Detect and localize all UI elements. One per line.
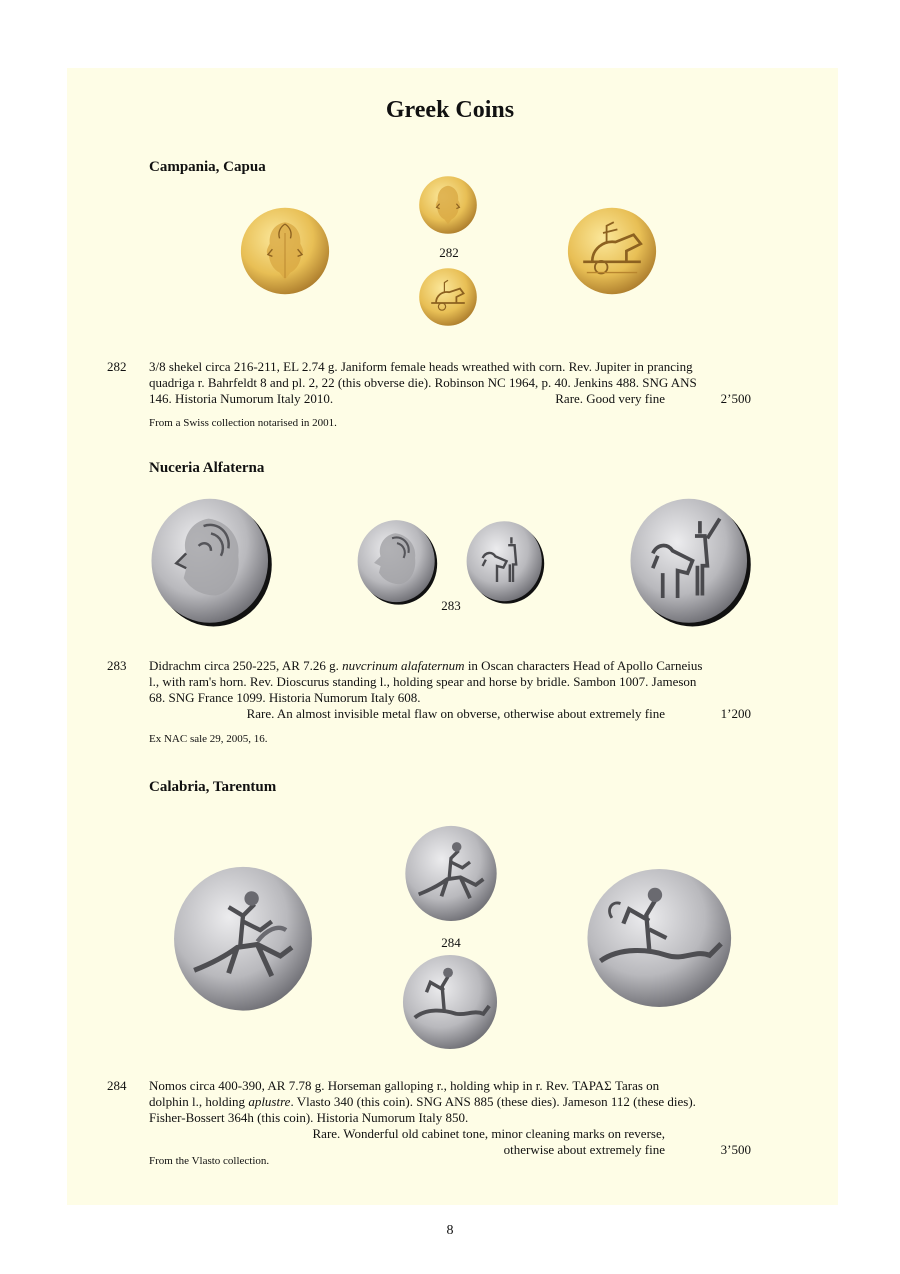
lot-number-284: 284 bbox=[107, 1078, 127, 1093]
grade-line-283 bbox=[149, 706, 751, 722]
description-text: . Vlasto 340 (this coin). SNG ANS 885 (these dies). Jameson 112 (these dies). bbox=[290, 1094, 696, 1109]
page-number: 8 bbox=[446, 1223, 454, 1238]
section-heading-nuceria: Nuceria Alfaterna bbox=[149, 460, 265, 476]
lot-description-282 bbox=[149, 359, 751, 407]
lot-description-283 bbox=[149, 658, 751, 722]
description-line: 68. SNG France 1099. Historia Numorum Italy 608. bbox=[149, 690, 421, 705]
provenance-284: From the Vlasto collection. bbox=[149, 1155, 270, 1167]
provenance-282: From a Swiss collection notarised in 2001. bbox=[149, 417, 337, 429]
coin-284-obverse-large-image bbox=[171, 864, 315, 1012]
price-282: 2’500 bbox=[720, 391, 751, 406]
description-line: l., with ram's horn. Rev. Dioscurus standing l., holding spear and horse by bridle. Sambon 1007. Jameson bbox=[149, 674, 697, 689]
coin-282-obverse-small-image bbox=[418, 175, 478, 235]
description-line: 146. Historia Numorum Italy 2010. bbox=[149, 391, 334, 406]
coin-283-reverse-large-image bbox=[628, 496, 752, 628]
lot-description-284 bbox=[149, 1078, 751, 1158]
price-283: 1’200 bbox=[720, 706, 751, 721]
lot-number-282: 282 bbox=[107, 359, 127, 374]
description-italic: nuvcrinum alafaternum bbox=[342, 658, 465, 673]
coin-282-reverse-large-image bbox=[566, 206, 658, 296]
coin-284-reverse-small-image bbox=[401, 953, 499, 1051]
description-line: Nomos circa 400-390, AR 7.78 g. Horseman galloping r., holding whip in r. Rev. ΤΑΡΑΣ Taras on bbox=[149, 1078, 660, 1093]
coin-284-obverse-small-image bbox=[403, 824, 499, 922]
coin-283-obverse-small-image bbox=[356, 518, 438, 606]
description-line: quadriga r. Bahrfeldt 8 and pl. 2, 22 (this obverse die). Robinson NC 1964, p. 40. Jenkins 488. SNG ANS bbox=[149, 375, 697, 390]
figure-label-282: 282 bbox=[439, 245, 459, 260]
grade-line-284-a: Rare. Wonderful old cabinet tone, minor cleaning marks on reverse, bbox=[312, 1126, 665, 1141]
coin-283-reverse-small-image bbox=[465, 518, 545, 606]
description-italic: aplustre bbox=[248, 1094, 291, 1109]
coin-282-reverse-small-image bbox=[418, 267, 478, 327]
description-text: dolphin l., holding bbox=[149, 1094, 249, 1109]
description-text: Didrachm circa 250-225, AR 7.26 g. bbox=[149, 658, 343, 673]
page-title: Greek Coins bbox=[385, 97, 515, 123]
figure-label-284: 284 bbox=[441, 935, 461, 950]
description-text: in Oscan characters Head of Apollo Carneius bbox=[464, 658, 703, 673]
description-line bbox=[149, 1094, 751, 1110]
grade-282: Rare. Good very fine bbox=[555, 391, 665, 406]
lot-number-283: 283 bbox=[107, 658, 127, 673]
description-line-last bbox=[149, 391, 751, 407]
coin-284-reverse-large-image bbox=[586, 866, 734, 1010]
section-heading-capua: Campania, Capua bbox=[149, 159, 266, 175]
section-heading-tarentum: Calabria, Tarentum bbox=[149, 779, 277, 795]
provenance-283: Ex NAC sale 29, 2005, 16. bbox=[149, 733, 268, 745]
grade-283: Rare. An almost invisible metal flaw on obverse, otherwise about extremely fine bbox=[246, 706, 665, 721]
coin-283-obverse-large-image bbox=[149, 496, 273, 628]
figure-label-283: 283 bbox=[441, 598, 461, 613]
description-line bbox=[149, 658, 751, 674]
description-line: Fisher-Bossert 364h (this coin). Historia Numorum Italy 850. bbox=[149, 1110, 469, 1125]
description-line: 3/8 shekel circa 216-211, EL 2.74 g. Janiform female heads wreathed with corn. Rev. Jupiter in prancing bbox=[149, 359, 693, 374]
grade-284: otherwise about extremely fine bbox=[503, 1142, 665, 1157]
coin-282-obverse-large-image bbox=[239, 206, 331, 296]
price-284: 3’500 bbox=[720, 1142, 751, 1157]
